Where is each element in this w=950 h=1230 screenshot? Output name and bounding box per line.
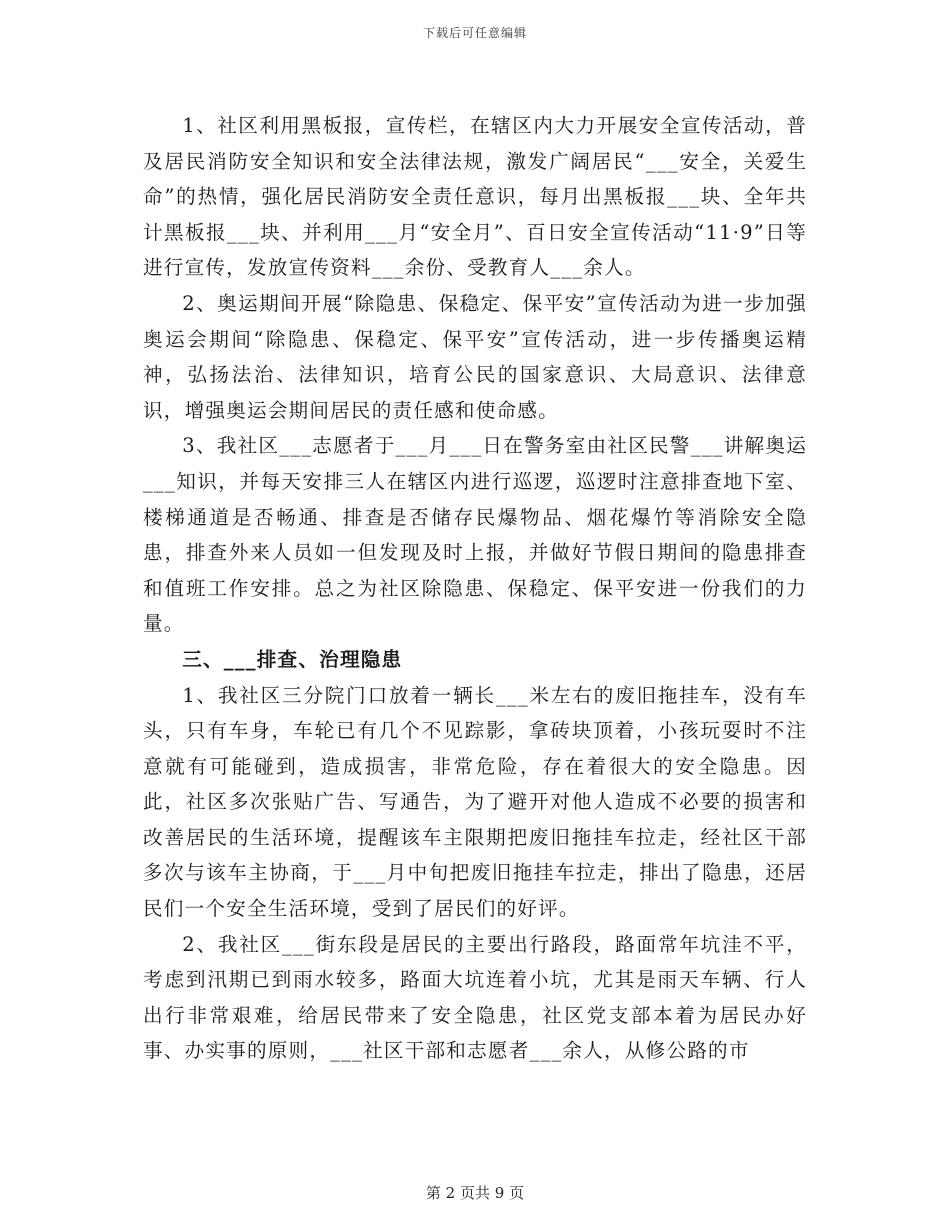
document-body [143,108,807,1069]
paragraph-volunteer-patrol: 3、我社区___志愿者于___月___日在警务室由社区民警___讲解奥运___知识，并每天安排三人在辖区内进行巡逻，巡逻时注意排查地下室、楼梯通道是否畅通、排查是否储存民爆物品、烟花爆竹等消除安全隐患，排查外来人员如一但发现及时上报，并做好节假日期间的隐患排查和值班工作安排。总之为社区除隐患、保稳定、保平安进一份我们的力量。 [143,434,807,636]
page-header: 下载后可任意编辑 [422,26,527,40]
paragraph-publicity-board: 1、社区利用黑板报，宣传栏，在辖区内大力开展安全宣传活动，普及居民消防安全知识和安全法律法规，激发广阔居民“___安全，关爱生命”的热情，强化居民消防安全责任意识，每月出黑板报___块、全年共计黑板报___块、并利用___月“安全月”、百日安全宣传活动“11·9”日等进行宣传，发放宣传资料___余份、受教育人___余人。 [143,114,807,280]
page-number-footer: 第 2 页共 9 页 [425,1184,525,1202]
paragraph-olympics-campaign: 2、奥运期间开展“除隐患、保稳定、保平安”宣传活动为进一步加强奥运会期间“除隐患、保稳定、保平安”宣传活动，进一步传播奥运精神，弘扬法治、法律知识，培育公民的国家意识、大局意识、法律意识，增强奥运会期间居民的责任感和使命感。 [143,291,807,422]
paragraph-trailer-removal: 1、我社区三分院门口放着一辆长___米左右的废旧拖挂车，没有车头，只有车身，车轮已有几个不见踪影，拿砖块顶着，小孩玩耍时不注意就有可能碰到，造成损害，非常危险，存在着很大的安全隐患。因此，社区多次张贴广告、写通告，为了避开对他人造成不必要的损害和改善居民的生活环境，提醒该车主限期把废旧拖挂车拉走，经社区干部多次与该车主协商，于___月中旬把废旧拖挂车拉走，排出了隐患，还居民们一个安全生活环境，受到了居民们的好评。 [143,683,807,921]
section-heading: 三、___排查、治理隐患 [182,647,403,671]
paragraph-road-repair: 2、我社区___街东段是居民的主要出行路段，路面常年坑洼不平，考虑到汛期已到雨水较多，路面大坑连着小坑，尤其是雨天车辆、行人出行非常艰难，给居民带来了安全隐患，社区党支部本着为居民办好事、办实事的原则，___社区干部和志愿者___余人，从修公路的市 [143,932,807,1063]
